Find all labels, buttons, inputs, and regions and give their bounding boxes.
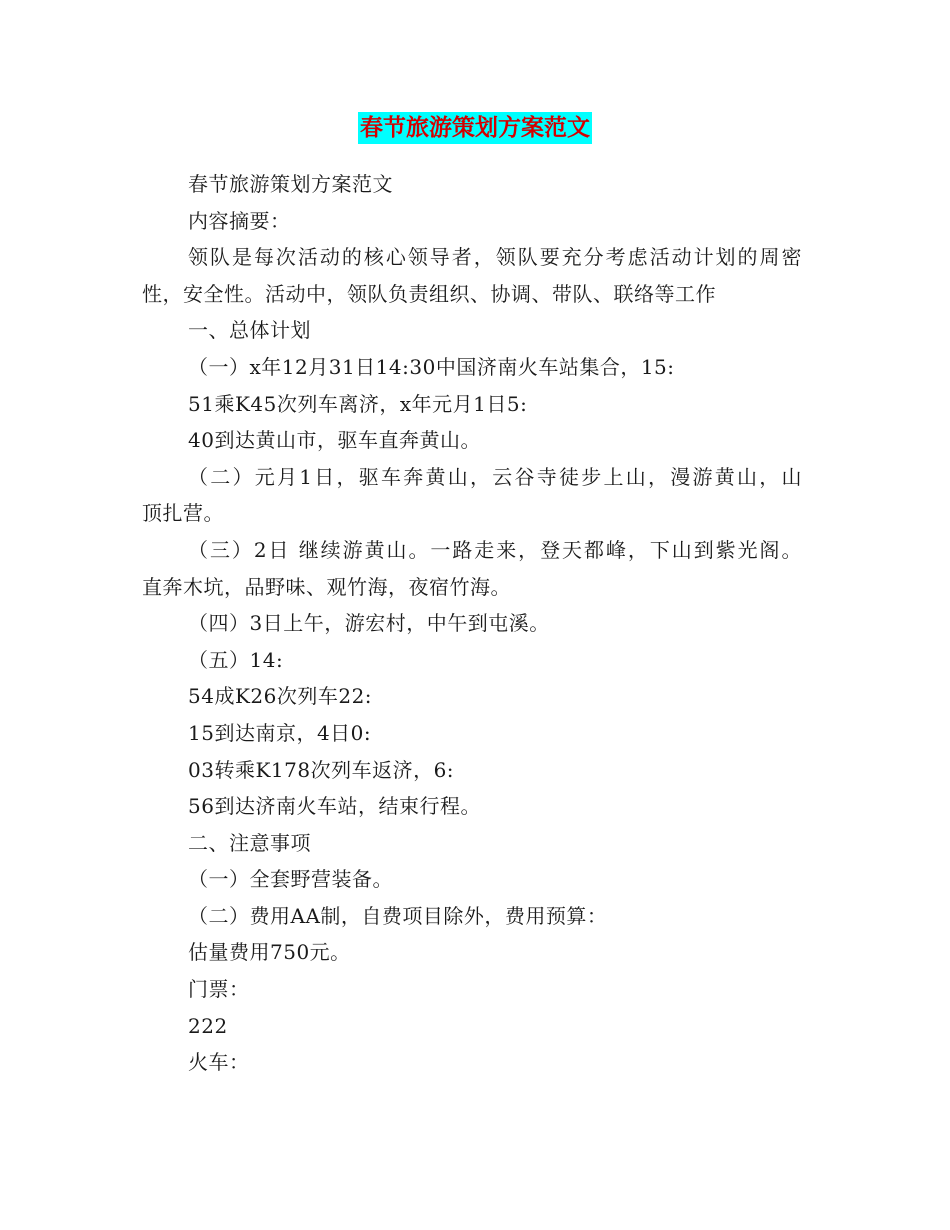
- paragraph-line: 直奔木坑，品野味、观竹海，夜宿竹海。: [142, 574, 511, 599]
- paragraph-line: （二）费用AA制，自费项目除外，费用预算：: [188, 903, 608, 928]
- paragraph-line: 51乘K45次列车离济，x年元月1日5:: [188, 391, 528, 416]
- paragraph-line: 火车：: [188, 1050, 250, 1075]
- document-title: 春节旅游策划方案范文: [358, 112, 592, 144]
- paragraph-line: 40到达黄山市，驱车直奔黄山。: [188, 428, 481, 453]
- paragraph-line: 内容摘要：: [188, 208, 291, 233]
- paragraph-line: 春节旅游策划方案范文: [188, 172, 393, 196]
- paragraph-line: 03转乘K178次列车返济，6:: [188, 757, 455, 782]
- paragraph-line: （四）3日上午，游宏村，中午到屯溪。: [188, 611, 550, 636]
- paragraph-line: （二）元月1日，驱车奔黄山，云谷寺徒步上山，漫游黄山，山: [188, 464, 802, 489]
- paragraph-line: 一、总体计划: [188, 318, 311, 343]
- title-wrap: [0, 112, 950, 144]
- paragraph-line: （三）2日 继续游黄山。一路走来，登天都峰，下山到紫光阁。: [188, 537, 802, 562]
- paragraph-line: 估量费用750元。: [188, 940, 351, 965]
- paragraph-line: 门票：: [188, 977, 250, 1002]
- paragraph-line: 222: [188, 1013, 228, 1038]
- paragraph-line: （一）x年12月31日14:30中国济南火车站集合，15:: [188, 354, 675, 379]
- paragraph-line: 顶扎营。: [142, 501, 224, 526]
- paragraph-line: 二、注意事项: [188, 830, 311, 855]
- paragraph-line: 15到达南京，4日0:: [188, 720, 372, 745]
- document-body: [142, 166, 802, 1081]
- paragraph-line: 56到达济南火车站，结束行程。: [188, 794, 481, 819]
- paragraph-line: 领队是每次活动的核心领导者，领队要充分考虑活动计划的周密: [188, 245, 802, 270]
- paragraph-line: （一）全套野营装备。: [188, 867, 393, 892]
- paragraph-line: （五）14:: [188, 647, 284, 672]
- paragraph-line: 性，安全性。活动中，领队负责组织、协调、带队、联络等工作: [142, 281, 716, 306]
- paragraph-line: 54成K26次列车22:: [188, 684, 373, 709]
